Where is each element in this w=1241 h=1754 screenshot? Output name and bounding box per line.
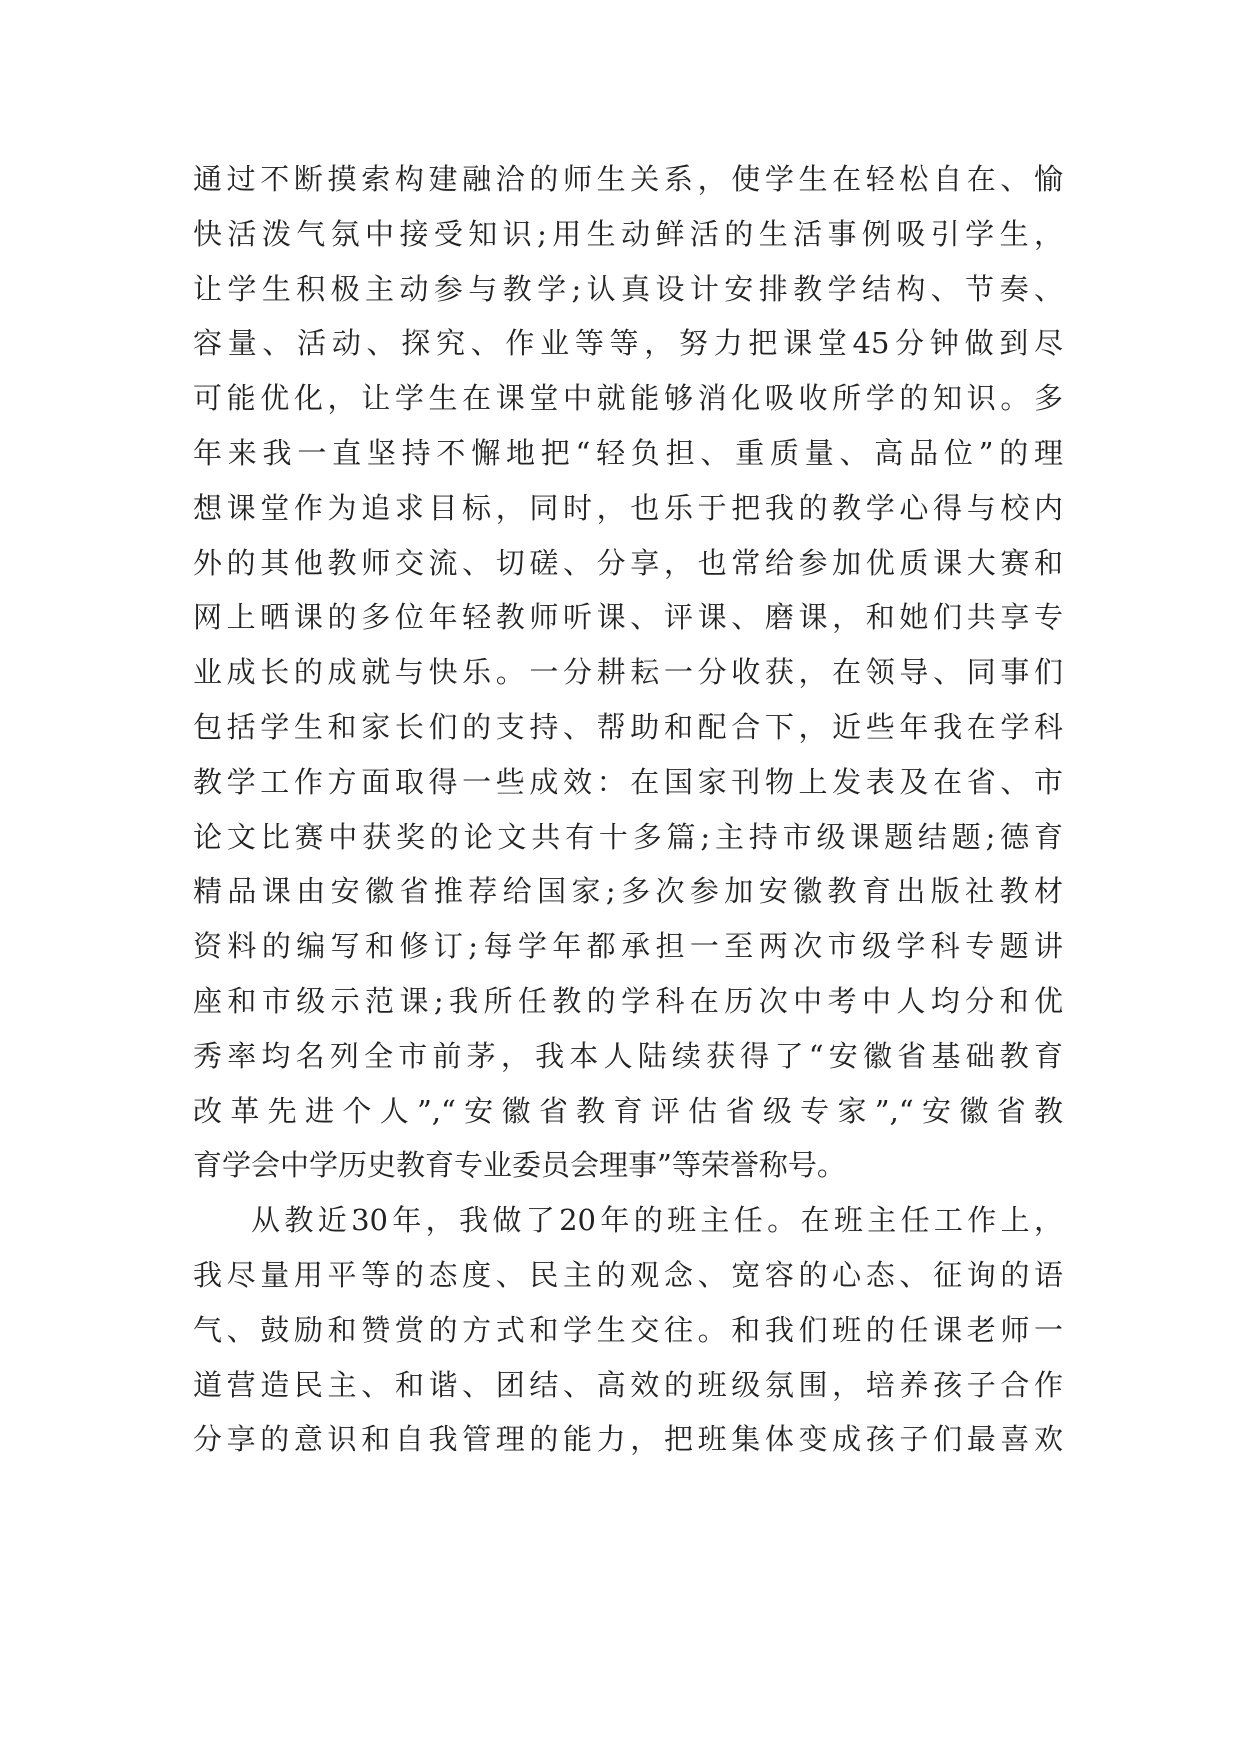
text-line: 年来我一直坚持不懈地把“轻负担、重质量、高品位”的理 <box>193 435 1063 470</box>
text-line: 外的其他教师交流、切磋、分享，也常给参加优质课大赛和 <box>193 545 1063 580</box>
text-line: 网上晒课的多位年轻教师听课、评课、磨课，和她们共享专 <box>193 600 1063 635</box>
text-line: 精品课由安徽省推荐给国家;多次参加安徽教育出版社教材 <box>193 874 1063 909</box>
paragraph-2 <box>193 1193 1063 1467</box>
text-line: 想课堂作为追求目标，同时，也乐于把我的教学心得与校内 <box>193 490 1063 525</box>
text-line: 让学生积极主动参与教学;认真设计安排教学结构、节奏、 <box>193 271 1063 306</box>
text-line: 分享的意识和自我管理的能力，把班集体变成孩子们最喜欢 <box>193 1422 1063 1457</box>
text-line: 我尽量用平等的态度、民主的观念、宽容的心态、征询的语 <box>193 1257 1063 1292</box>
text-line: 快活泼气氛中接受知识;用生动鲜活的生活事例吸引学生， <box>193 216 1063 251</box>
text-line: 通过不断摸索构建融洽的师生关系，使学生在轻松自在、愉 <box>193 162 1063 196</box>
text-line: 从教近30年，我做了20年的班主任。在班主任工作上， <box>251 1203 1063 1238</box>
text-line: 可能优化，让学生在课堂中就能够消化吸收所学的知识。多 <box>193 381 1063 416</box>
text-line: 改革先进个人”,“安徽省教育评估省级专家”,“安徽省教 <box>193 1093 1063 1128</box>
text-line: 业成长的成就与快乐。一分耕耘一分收获，在领导、同事们 <box>193 655 1063 690</box>
text-line: 秀率均名列全市前茅，我本人陆续获得了“安徽省基础教育 <box>193 1038 1063 1073</box>
text-line: 育学会中学历史教育专业委员会理事”等荣誉称号。 <box>193 1148 846 1183</box>
text-line: 教学工作方面取得一些成效：在国家刊物上发表及在省、市 <box>193 764 1063 799</box>
body-text <box>193 152 1063 1467</box>
text-line: 资料的编写和修订;每学年都承担一至两次市级学科专题讲 <box>193 929 1063 964</box>
text-line: 座和市级示范课;我所任教的学科在历次中考中人均分和优 <box>193 983 1063 1018</box>
text-line: 道营造民主、和谐、团结、高效的班级氛围，培养孩子合作 <box>193 1367 1063 1402</box>
text-line: 包括学生和家长们的支持、帮助和配合下，近些年我在学科 <box>193 709 1063 744</box>
paragraph-1 <box>193 152 1063 1193</box>
text-line: 气、鼓励和赞赏的方式和学生交往。和我们班的任课老师一 <box>193 1312 1063 1347</box>
text-line: 论文比赛中获奖的论文共有十多篇;主持市级课题结题;德育 <box>193 819 1063 854</box>
text-line: 容量、活动、探究、作业等等，努力把课堂45分钟做到尽 <box>193 326 1063 361</box>
